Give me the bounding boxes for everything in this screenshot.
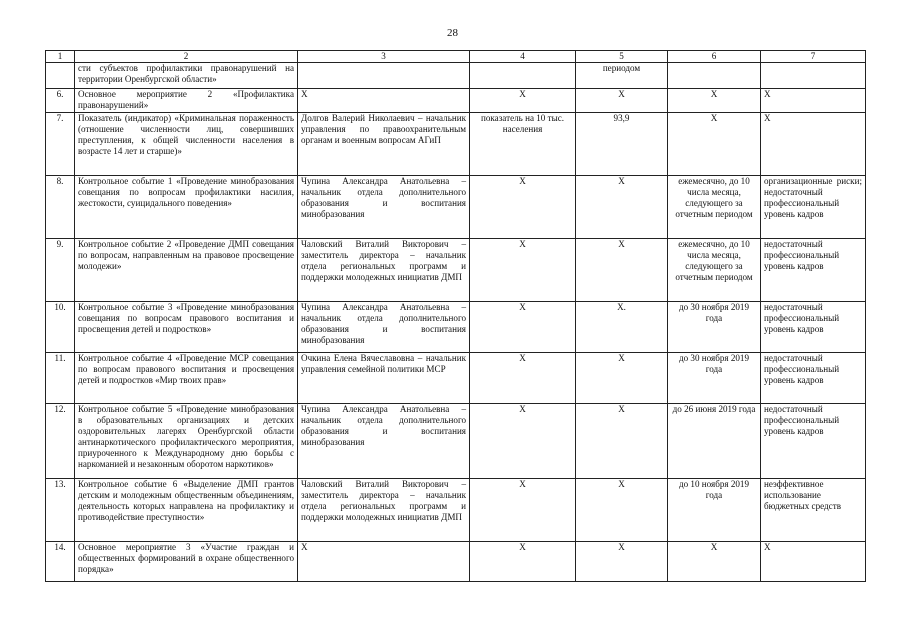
row-number <box>46 63 75 89</box>
measure-unit: Х <box>470 176 576 239</box>
responsible-person: Х <box>298 89 470 113</box>
deadline: ежемесячно, до 10 числа месяца, следующего за отчетным периодом <box>668 176 761 239</box>
measure-unit: Х <box>470 239 576 302</box>
measure-unit: показатель на 10 тыс. населения <box>470 113 576 176</box>
deadline: Х <box>668 542 761 582</box>
indicator-value: 93,9 <box>576 113 668 176</box>
event-name: Контрольное событие 3 «Проведение минобразования совещания по вопросам правового воспитания и просвещения детей и подростков» <box>75 302 298 353</box>
event-name: Контрольное событие 4 «Проведение МСР совещания по вопросам правового воспитания и просвещения детей и подростков «Мир твоих прав» <box>75 353 298 404</box>
column-number-row <box>46 51 866 63</box>
responsible-person: Очкина Елена Вячеславовна – начальник управления семейной политики МСР <box>298 353 470 404</box>
risks: недостаточный профессиональный уровень кадров <box>761 302 866 353</box>
indicator-value: периодом <box>576 63 668 89</box>
indicator-value: Х <box>576 479 668 542</box>
indicator-value: Х. <box>576 302 668 353</box>
column-number: 1 <box>46 51 75 63</box>
measure-unit: Х <box>470 89 576 113</box>
risks: недостаточный профессиональный уровень кадров <box>761 404 866 479</box>
column-number: 3 <box>298 51 470 63</box>
page-number: 28 <box>447 27 458 39</box>
event-name: Контрольное событие 2 «Проведение ДМП совещания по вопросам, направленным на правовое просвещение молодежи» <box>75 239 298 302</box>
measure-unit: Х <box>470 302 576 353</box>
risks: недостаточный профессиональный уровень кадров <box>761 239 866 302</box>
deadline: до 10 ноября 2019 года <box>668 479 761 542</box>
deadline: Х <box>668 89 761 113</box>
event-name: сти субъектов профилактики правонарушений на территории Оренбургской области» <box>75 63 298 89</box>
risks: Х <box>761 113 866 176</box>
row-number: 6. <box>46 89 75 113</box>
table-row <box>46 63 866 89</box>
measure-unit: Х <box>470 353 576 404</box>
risks: Х <box>761 89 866 113</box>
column-number: 5 <box>576 51 668 63</box>
row-number: 8. <box>46 176 75 239</box>
risks: Х <box>761 542 866 582</box>
row-number: 13. <box>46 479 75 542</box>
deadline <box>668 63 761 89</box>
event-name: Контрольное событие 1 «Проведение минобразования совещания по вопросам профилактики насилия, жестокости, суицидального поведения» <box>75 176 298 239</box>
deadline: до 26 июня 2019 года <box>668 404 761 479</box>
table-row <box>46 479 866 542</box>
responsible-person: Чупина Александра Анатольевна – начальник отдела дополнительного образования и воспитания минобразования <box>298 176 470 239</box>
column-number: 4 <box>470 51 576 63</box>
deadline: ежемесячно, до 10 числа месяца, следующего за отчетным периодом <box>668 239 761 302</box>
risks: недостаточный профессиональный уровень кадров <box>761 353 866 404</box>
risks: организационные риски; недостаточный профессиональный уровень кадров <box>761 176 866 239</box>
row-number: 9. <box>46 239 75 302</box>
indicator-value: Х <box>576 353 668 404</box>
table-row <box>46 302 866 353</box>
table-row <box>46 404 866 479</box>
event-name: Контрольное событие 6 «Выделение ДМП грантов детским и молодежным общественным объединениям, деятельность которых направлена на профилактику и противодействие преступности» <box>75 479 298 542</box>
risks <box>761 63 866 89</box>
risks: неэффективное использование бюджетных средств <box>761 479 866 542</box>
responsible-person: Х <box>298 542 470 582</box>
row-number: 12. <box>46 404 75 479</box>
event-name: Основное мероприятие 2 «Профилактика правонарушений» <box>75 89 298 113</box>
table-row <box>46 176 866 239</box>
table-row <box>46 353 866 404</box>
column-number: 7 <box>761 51 866 63</box>
event-name: Контрольное событие 5 «Проведение минобразования в образовательных организациях и детских оздоровительных лагерях Оренбургской области антинаркотического профилактического мероприятия, приуроченного к Международному дню борьбы с наркоманией и незаконным оборотом наркотиков» <box>75 404 298 479</box>
measure-unit: Х <box>470 542 576 582</box>
indicator-value: Х <box>576 239 668 302</box>
row-number: 11. <box>46 353 75 404</box>
deadline: до 30 ноября 2019 года <box>668 302 761 353</box>
deadline: Х <box>668 113 761 176</box>
responsible-person: Долгов Валерий Николаевич – начальник управления по правоохранительным органам и военным вопросам АГиП <box>298 113 470 176</box>
responsible-person: Чаловский Виталий Викторович – заместитель директора – начальник отдела региональных программ и поддержки молодежных инициатив ДМП <box>298 239 470 302</box>
indicator-value: Х <box>576 176 668 239</box>
column-number: 6 <box>668 51 761 63</box>
event-name: Основное мероприятие 3 «Участие граждан и общественных формирований в охране общественного порядка» <box>75 542 298 582</box>
responsible-person: Чупина Александра Анатольевна – начальник отдела дополнительного образования и воспитания минобразования <box>298 302 470 353</box>
row-number: 7. <box>46 113 75 176</box>
row-number: 10. <box>46 302 75 353</box>
responsible-person: Чупина Александра Анатольевна – начальник отдела дополнительного образования и воспитания минобразования <box>298 404 470 479</box>
table-row <box>46 113 866 176</box>
measure-unit: Х <box>470 404 576 479</box>
table-row <box>46 542 866 582</box>
table-row <box>46 239 866 302</box>
measure-unit <box>470 63 576 89</box>
indicator-value: Х <box>576 89 668 113</box>
responsible-person <box>298 63 470 89</box>
event-name: Показатель (индикатор) «Криминальная пораженность (отношение численности лиц, совершивших преступления, к общей численности населения в возрасте 14 лет и старше)» <box>75 113 298 176</box>
measure-unit: Х <box>470 479 576 542</box>
table-row <box>46 89 866 113</box>
column-number: 2 <box>75 51 298 63</box>
row-number: 14. <box>46 542 75 582</box>
responsible-person: Чаловский Виталий Викторович – заместитель директора – начальник отдела региональных программ и поддержки молодежных инициатив ДМП <box>298 479 470 542</box>
indicator-value: Х <box>576 404 668 479</box>
plan-table <box>45 50 866 582</box>
deadline: до 30 ноября 2019 года <box>668 353 761 404</box>
indicator-value: Х <box>576 542 668 582</box>
